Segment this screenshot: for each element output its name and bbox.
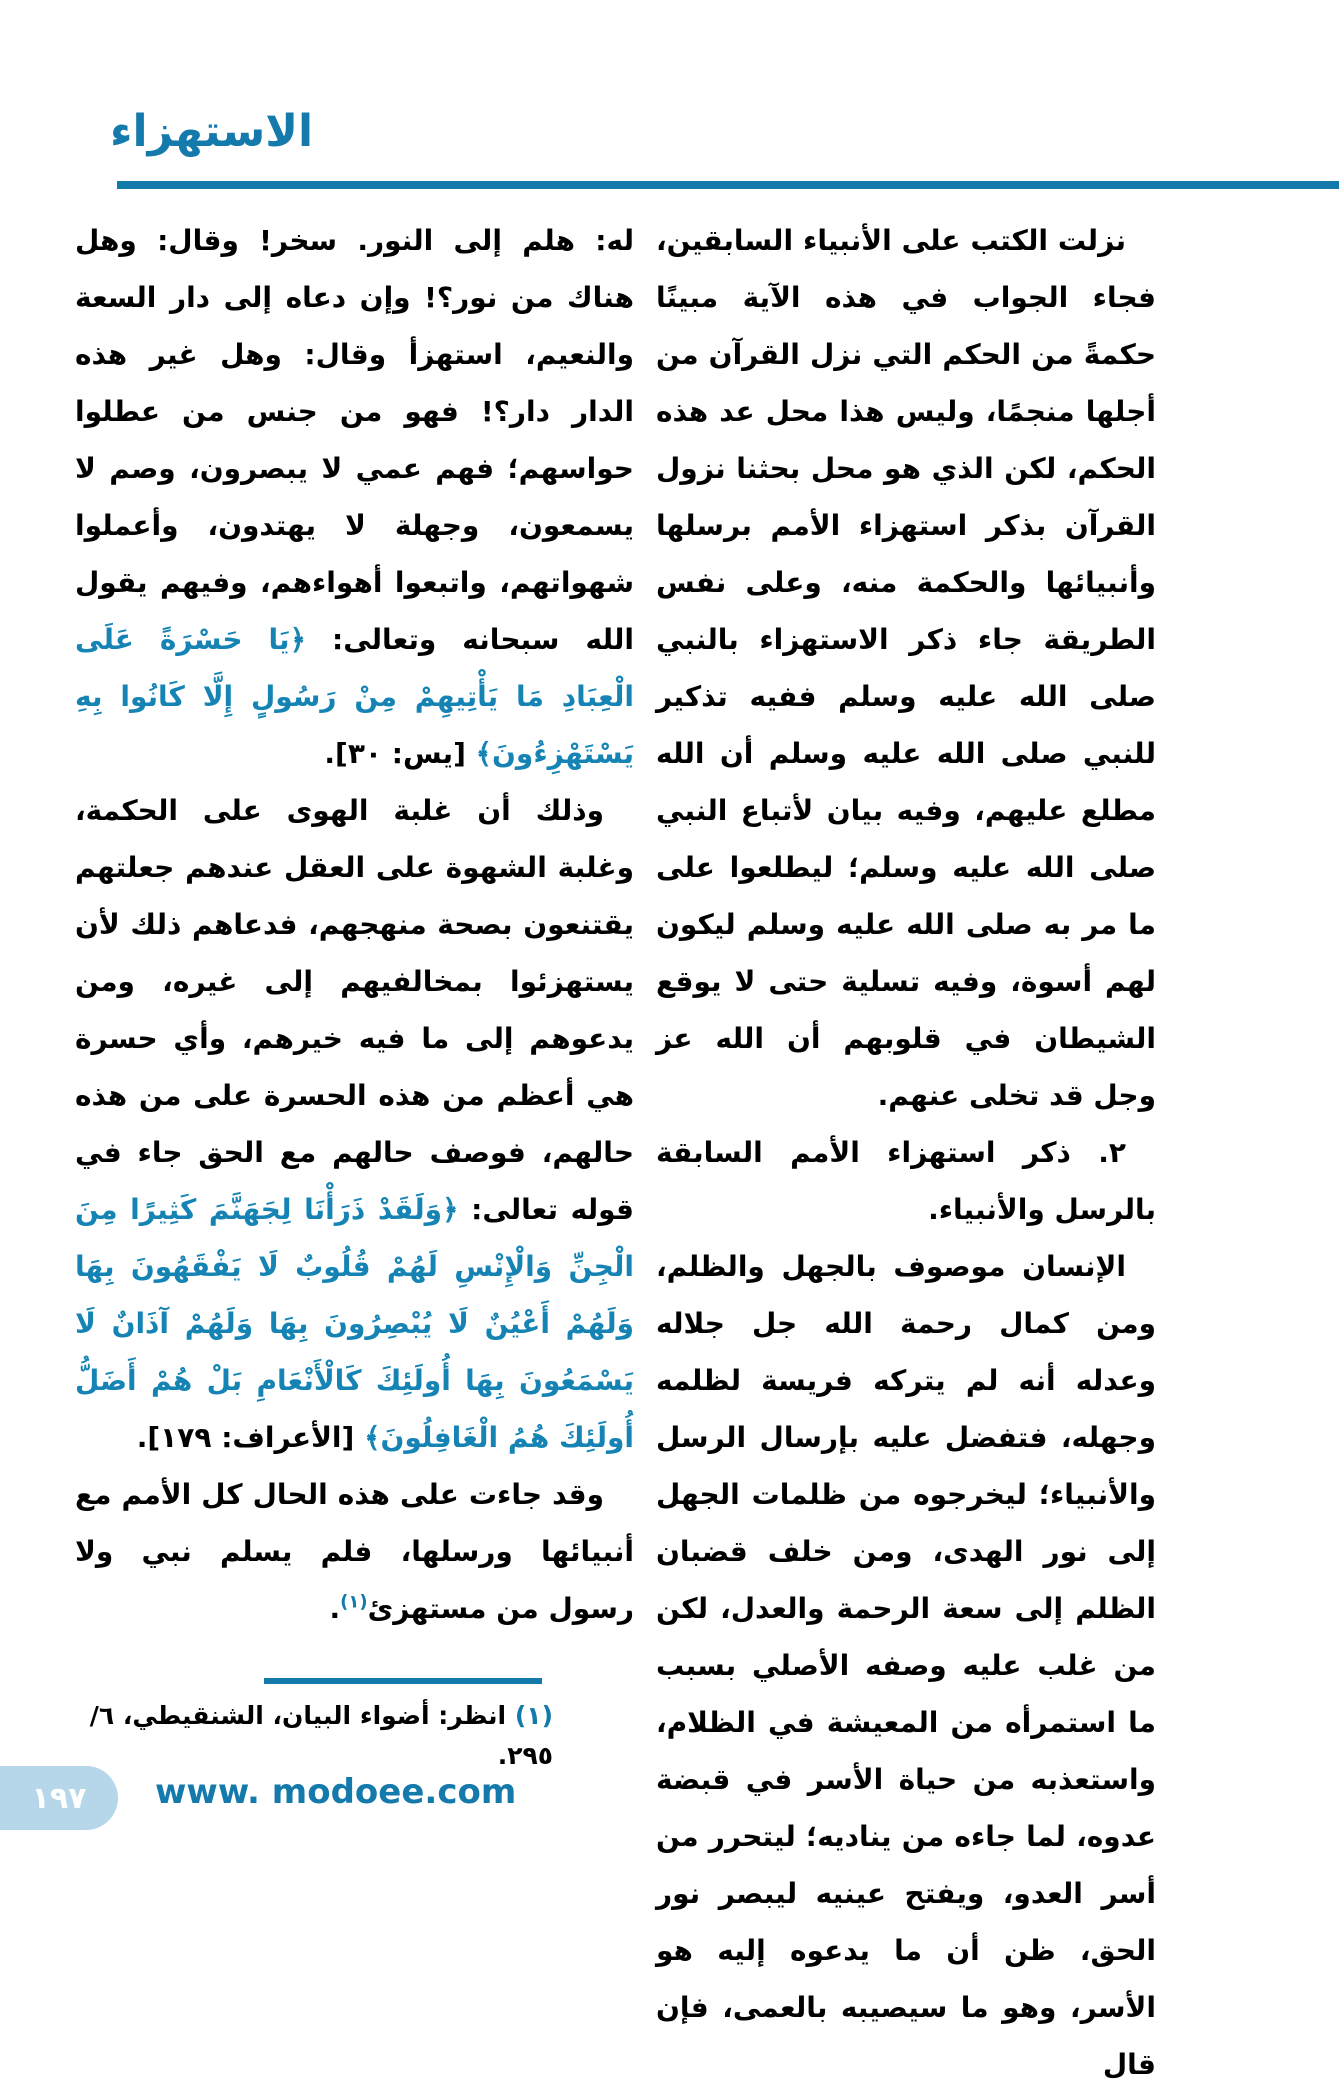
section-heading-text: ٢. ذكر استهزاء الأمم السابقة بالرسل والأنبياء. (656, 1136, 1156, 1226)
footnote-marker-superscript: (١) (340, 1591, 368, 1613)
header-rule (117, 181, 1339, 189)
page-number: ١٩٧ (31, 1780, 87, 1816)
right-column (656, 212, 1156, 2093)
section-heading (656, 1124, 1156, 1238)
paragraph-text: نزلت الكتب على الأنبياء السابقين، فجاء الجواب في هذه الآية مبينًا حكمةً من الحكم التي نزل القرآن من أجلها منجمًا، وليس هذا محل عد هذه الحكم، لكن الذي هو محل بحثنا نزول القرآن بذكر استهزاء الأمم برسلها وأنبيائها والحكمة منه، وعلى نفس الطريقة جاء ذكر الاستهزاء بالنبي صلى الله عليه وسلم ففيه تذكير للنبي صلى الله عليه وسلم أن الله مطلع عليهم، وفيه بيان لأتباع النبي صلى الله عليه وسلم؛ ليطلعوا على ما مر به صلى الله عليه وسلم ليكون لهم أسوة، وفيه تسلية حتى لا يوقع الشيطان في قلوبهم أن الله عز وجل قد تخلى عنهم. (656, 224, 1156, 1112)
verse-reference: [يس: ٣٠]. (324, 737, 466, 770)
paragraph (75, 782, 634, 1466)
paragraph-text: . (329, 1592, 341, 1625)
paragraph (656, 1238, 1156, 2093)
footnote-text: انظر: أضواء البيان، الشنقيطي، ٦/ ٢٩٥. (89, 1701, 553, 1770)
paragraph-text: له: هلم إلى النور. سخر! وقال: وهل هناك من نور؟! وإن دعاه إلى دار السعة والنعيم، استهزأ وقال: وهل غير هذه الدار دار؟! فهو من جنس من عطلوا حواسهم؛ فهم عمي لا يبصرون، وصم لا يسمعون، وجهلة لا يهتدون، وأعملوا شهواتهم، واتبعوا أهواءهم، وفيهم يقول الله سبحانه وتعالى: (75, 224, 635, 656)
footnote-area (75, 1678, 645, 1776)
footnote-separator (264, 1678, 542, 1684)
footnote-number: (١) (514, 1701, 553, 1730)
site-url: www. modoee.com (155, 1772, 517, 1812)
quran-verse: ﴿وَلَقَدْ ذَرَأْنَا لِجَهَنَّمَ كَثِيرًا مِنَ الْجِنِّ وَالْإِنْسِ لَهُمْ قُلُوبٌ لَا يَفْقَهُونَ بِهَا وَلَهُمْ أَعْيُنٌ لَا يُبْصِرُونَ بِهَا وَلَهُمْ آذَانٌ لَا يَسْمَعُونَ بِهَا أُولَئِكَ كَالْأَنْعَامِ بَلْ هُمْ أَضَلُّ أُولَئِكَ هُمُ الْغَافِلُونَ﴾ (75, 1193, 634, 1454)
verse-reference: [الأعراف: ١٧٩]. (136, 1421, 355, 1454)
quran-verse: ﴿يَا حَسْرَةً عَلَى الْعِبَادِ مَا يَأْتِيهِمْ مِنْ رَسُولٍ إِلَّا كَانُوا بِهِ يَسْتَهْزِءُونَ﴾ (75, 623, 634, 770)
page-number-pill (0, 1766, 118, 1830)
paragraph-text: الإنسان موصوف بالجهل والظلم، ومن كمال رحمة الله جل جلاله وعدله أنه لم يتركه فريسة لظلمه وجهله، فتفضل عليه بإرسال الرسل والأنبياء؛ ليخرجوه من ظلمات الجهل إلى نور الهدى، ومن خلف قضبان الظلم إلى سعة الرحمة والعدل، لكن من غلب عليه وصفه الأصلي بسبب ما استمرأه من المعيشة في الظلام، واستعذبه من حياة الأسر في قبضة عدوه، لما جاءه من يناديه؛ ليتحرر من أسر العدو، ويفتح عينيه ليبصر نور الحق، ظن أن ما يدعوه إليه هو الأسر، وهو ما سيصيبه بالعمى، فإن قال (656, 1250, 1156, 2081)
left-column (75, 212, 634, 1637)
paragraph (75, 212, 634, 782)
paragraph (75, 1466, 634, 1637)
footnote (75, 1696, 645, 1776)
paragraph (656, 212, 1156, 1124)
paragraph-text: وقد جاءت على هذه الحال كل الأمم مع أنبيائها ورسلها، فلم يسلم نبي ولا رسول من مستهزئ (75, 1478, 634, 1625)
chapter-title-calligraphy: الاستهزاء (110, 106, 314, 157)
paragraph-text: وذلك أن غلبة الهوى على الحكمة، وغلبة الشهوة على العقل عندهم جعلتهم يقتنعون بصحة منهجهم، فدعاهم ذلك لأن يستهزئوا بمخالفيهم إلى غيره، ومن يدعوهم إلى ما فيه خيرهم، وأي حسرة هي أعظم من هذه الحسرة على من هذه حالهم، فوصف حالهم مع الحق جاء في قوله تعالى: (75, 794, 634, 1226)
